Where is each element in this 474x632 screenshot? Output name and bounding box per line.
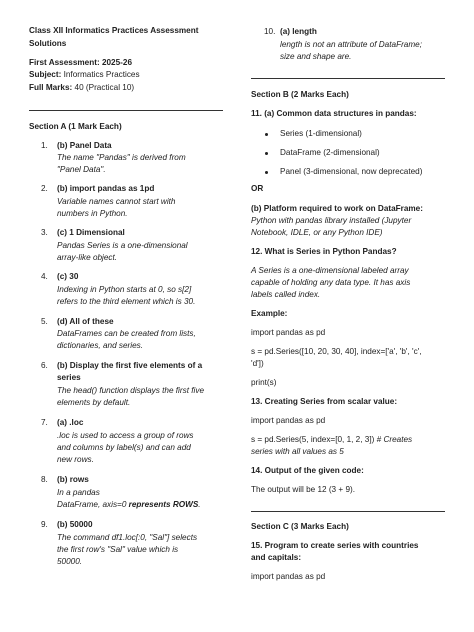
subject-value: Informatics Practices [63, 70, 140, 79]
item-explanation: dictionaries, and series. [57, 341, 144, 350]
answer-line: Notebook, IDLE, or any Python IDE) [251, 228, 383, 237]
answer-line: capable of holding any data type. It has axis [251, 278, 411, 287]
item-explanation: The head() function displays the first five [57, 386, 204, 395]
question-13: 13. Creating Series from scalar value: [251, 397, 398, 406]
marks-label: Full Marks: [29, 83, 73, 92]
item-explanation: size and shape are. [280, 52, 352, 61]
item-explanation: Variable names cannot start with [57, 197, 176, 206]
question-14: 14. Output of the given code: [251, 466, 364, 475]
section-c-heading: Section C (3 Marks Each) [251, 522, 349, 531]
bullet-icon [265, 171, 268, 174]
item-explanation: elements by default. [57, 398, 131, 407]
code-line: 'd']) [251, 359, 264, 368]
item-answer: (b) rows [57, 475, 89, 484]
code-comment: series with all values as 5 [251, 447, 344, 456]
doc-title-line1: Class XII Informatics Practices Assessment [29, 26, 199, 35]
divider [251, 511, 445, 512]
subject-label: Subject: [29, 70, 62, 79]
or-label: OR [251, 184, 264, 193]
answer-line: labels called index. [251, 290, 321, 299]
answer-line: A Series is a one-dimensional labeled array [251, 266, 409, 275]
divider [29, 110, 223, 111]
item-explanation: array-like object. [57, 253, 118, 262]
answer-line: Python with pandas library installed (Jupyter [251, 216, 412, 225]
answer-line: The output will be 12 (3 + 9). [251, 485, 355, 494]
item-explanation: The command df1.loc[:0, "Sal"] selects [57, 533, 198, 542]
item-explanation: DataFrames can be created from lists, [57, 329, 196, 338]
item-answer: (a) .loc [57, 418, 84, 427]
item-number: 1. [41, 141, 48, 150]
item-answer: (a) length [280, 27, 317, 36]
item-answer: (b) Panel Data [57, 141, 112, 150]
bullet-icon [265, 152, 268, 155]
example-label: Example: [251, 309, 288, 318]
bullet-item: Series (1-dimensional) [280, 129, 362, 138]
item-explanation: The name "Pandas" is derived from [57, 153, 186, 162]
item-number: 7. [41, 418, 48, 427]
item-explanation: refers to the third element which is 30. [57, 297, 196, 306]
item-number: 10. [264, 27, 276, 36]
item-number: 9. [41, 520, 48, 529]
item-answer: (b) import pandas as 1pd [57, 184, 155, 193]
code-line: import pandas as pd [251, 572, 326, 581]
code-line: import pandas as pd [251, 328, 326, 337]
explanation-text: DataFrame, axis=0 [57, 500, 129, 509]
doc-title-line2: Solutions [29, 39, 67, 48]
item-explanation: numbers in Python. [57, 209, 128, 218]
item-answer: (d) All of these [57, 317, 114, 326]
question-15: 15. Program to create series with countries [251, 541, 419, 550]
item-number: 4. [41, 272, 48, 281]
code-line: print(s) [251, 378, 277, 387]
question-11b: (b) Platform required to work on DataFrame: [251, 204, 423, 213]
item-answer: (c) 30 [57, 272, 79, 281]
item-explanation: Indexing in Python starts at 0, so s[2] [57, 285, 192, 294]
item-explanation: In a pandas [57, 488, 100, 497]
question-12: 12. What is Series in Python Pandas? [251, 247, 397, 256]
section-a-heading: Section A (1 Mark Each) [29, 122, 122, 131]
item-answer: (c) 1 Dimensional [57, 228, 125, 237]
question-11a: 11. (a) Common data structures in pandas: [251, 109, 417, 118]
divider [251, 78, 445, 79]
item-explanation: .loc is used to access a group of rows [57, 431, 194, 440]
item-explanation: "Panel Data". [57, 165, 106, 174]
item-answer: (b) 50000 [57, 520, 93, 529]
question-15-cont: and capitals: [251, 553, 302, 562]
explanation-emphasis: represents ROWS [128, 500, 199, 509]
section-b-heading: Section B (2 Marks Each) [251, 90, 349, 99]
assessment-label: First Assessment: 2025-26 [29, 58, 133, 67]
code-comment: # Creates [376, 435, 413, 444]
code-text: s = pd.Series(5, index=[0, 1, 2, 3]) [251, 435, 375, 444]
item-explanation: new rows. [57, 455, 94, 464]
item-number: 5. [41, 317, 48, 326]
subject-line [29, 69, 140, 82]
item-explanation [57, 499, 201, 512]
item-explanation: Pandas Series is a one-dimensional [57, 241, 188, 250]
bullet-icon [265, 133, 268, 136]
item-explanation: and columns by label(s) and can add [57, 443, 191, 452]
item-answer-cont: series [57, 373, 81, 382]
bullet-item: Panel (3-dimensional, now deprecated) [280, 167, 423, 176]
item-number: 2. [41, 184, 48, 193]
item-number: 6. [41, 361, 48, 370]
item-explanation: length is not an attribute of DataFrame; [280, 40, 422, 49]
marks-value: 40 (Practical 10) [74, 83, 135, 92]
bullet-item: DataFrame (2-dimensional) [280, 148, 380, 157]
explanation-text: . [198, 500, 201, 509]
item-explanation: the first row's "Sal" value which is [57, 545, 179, 554]
item-answer: (b) Display the first five elements of a [57, 361, 203, 370]
code-line: s = pd.Series([10, 20, 30, 40], index=['a', 'b', 'c', [251, 347, 422, 356]
marks-line [29, 82, 134, 95]
item-explanation: 50000. [57, 557, 83, 566]
item-number: 8. [41, 475, 48, 484]
code-line: import pandas as pd [251, 416, 326, 425]
item-number: 3. [41, 228, 48, 237]
code-line [251, 434, 412, 447]
